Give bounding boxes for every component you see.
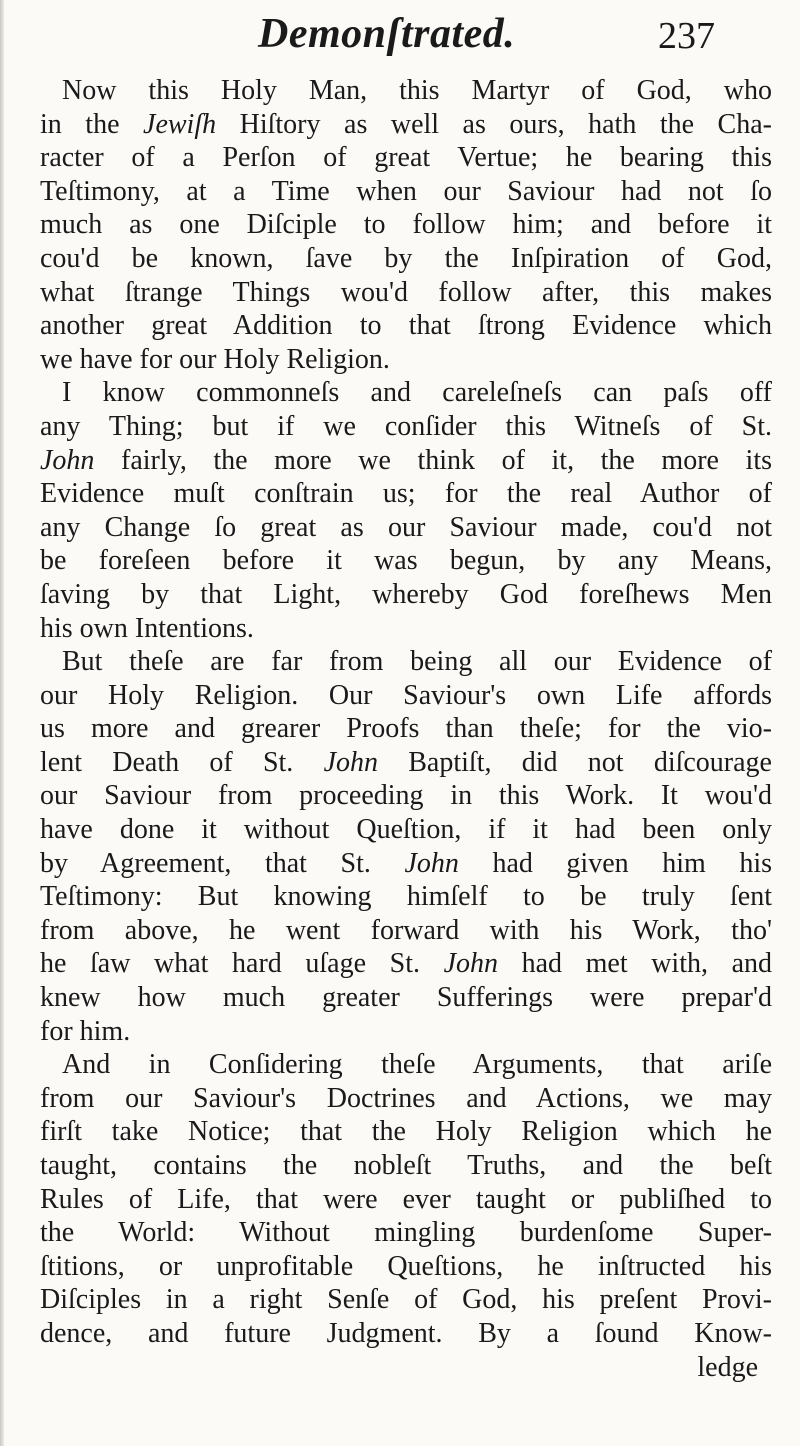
text-line: the World: Without mingling burdenſome Super- [40, 1217, 772, 1249]
text-line: ſaving by that Light, whereby God foreſhews Men [40, 578, 772, 610]
page-number: 237 [658, 15, 715, 57]
text-line: taught, contains the nobleſt Truths, and the beſt [40, 1150, 772, 1181]
text-line: by Agreement, that St. John had given him his [40, 847, 772, 879]
text-line: our Saviour from proceeding in this Work. It wou'd [40, 780, 772, 812]
text-line: cou'd be known, ſave by the Inſpiration of God, [40, 242, 772, 274]
text-line: Teſtimony: But knowing himſelf to be truly ſent [40, 881, 772, 913]
text-line: what ſtrange Things wou'd follow after, this makes [40, 276, 772, 308]
text-line: we have for our Holy Religion. [40, 343, 390, 375]
text-line: Evidence muſt conſtrain us; for the real Author of [40, 478, 772, 510]
text-line: from our Saviour's Doctrines and Actions, we may [40, 1082, 772, 1114]
text-line: Diſciples in a right Senſe of God, his preſent Provi- [40, 1284, 772, 1316]
text-line: knew how much greater Sufferings were prepar'd [40, 982, 772, 1014]
text-line: lent Death of St. John Baptiſt, did not diſcourage [40, 746, 772, 778]
text-line: any Thing; but if we conſider this Witneſs of St. [40, 410, 772, 442]
text-line: his own Intentions. [40, 612, 254, 644]
text-line: be foreſeen before it was begun, by any Means, [40, 545, 772, 577]
text-line: from above, he went forward with his Work, tho' [40, 914, 772, 946]
text-line: ſtitions, or unprofitable Queſtions, he inſtructed his [40, 1250, 772, 1282]
text-line: Teſtimony, at a Time when our Saviour had not ſo [40, 175, 772, 207]
running-head: Demonſtrated. [258, 11, 516, 57]
text-line: for him. [40, 1015, 131, 1047]
text-line: And in Conſidering theſe Arguments, that ariſe [62, 1049, 772, 1081]
text-line: Rules of Life, that were ever taught or publiſhed to [40, 1183, 772, 1215]
page-header [0, 6, 800, 66]
text-line: any Change ſo great as our Saviour made, cou'd not [40, 511, 772, 543]
text-line: he ſaw what hard uſage St. John had met with, and [40, 948, 772, 980]
text-line: much as one Diſciple to follow him; and before it [40, 209, 772, 241]
text-line: I know commonneſs and careleſneſs can paſs off [62, 377, 772, 409]
text-line: our Holy Religion. Our Saviour's own Life affords [40, 679, 772, 711]
text-line: Now this Holy Man, this Martyr of God, who [62, 75, 772, 106]
text-line: in the Jewiſh Hiſtory as well as ours, hath the Cha- [40, 108, 772, 140]
body-text [40, 74, 772, 1384]
page-left-edge [0, 0, 4, 1446]
text-line: John fairly, the more we think of it, the more its [40, 444, 772, 476]
text-line: have done it without Queſtion, if it had been only [40, 814, 772, 846]
text-line: ledge [697, 1351, 758, 1383]
text-line: racter of a Perſon of great Vertue; he bearing this [40, 142, 772, 174]
text-line: us more and grearer Proofs than theſe; for the vio- [40, 713, 772, 745]
text-line: firſt take Notice; that the Holy Religion which he [40, 1116, 772, 1148]
text-line: But theſe are far from being all our Evidence of [62, 646, 772, 678]
text-line: dence, and future Judgment. By a ſound Know- [40, 1317, 772, 1349]
text-line: another great Addition to that ſtrong Evidence which [40, 310, 772, 342]
